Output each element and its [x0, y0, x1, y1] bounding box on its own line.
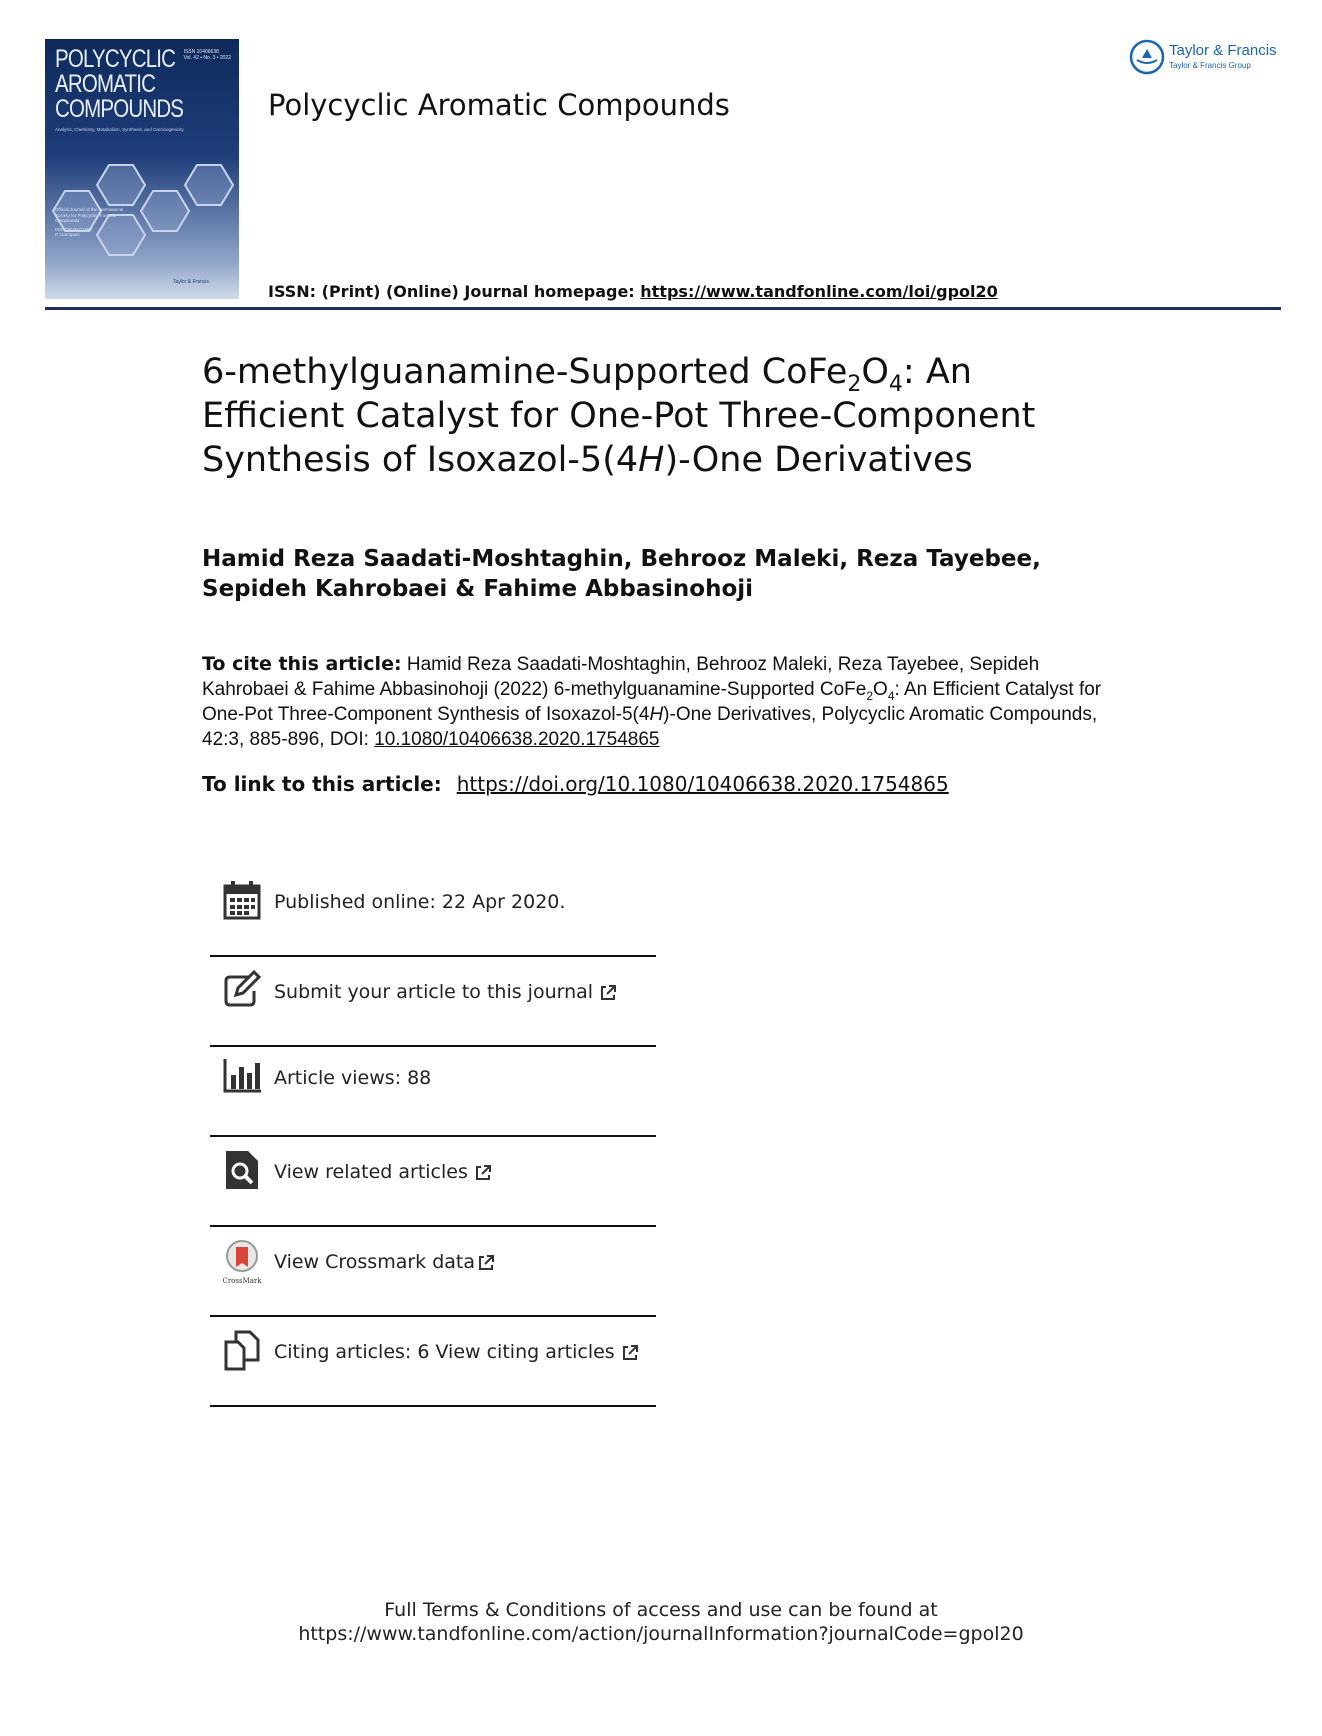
- title-subscript: 4: [888, 372, 903, 397]
- cover-info-line: Compounds: [55, 218, 80, 223]
- cite-text: : An Efficient Catalyst for One-Pot Three-Component Synthesis of Isoxazol-5(4: [202, 679, 1102, 725]
- citing-articles-item[interactable]: [210, 1329, 656, 1417]
- taylor-francis-logo-icon: [1128, 38, 1166, 76]
- edit-icon: [222, 969, 262, 1011]
- divider: [210, 1225, 656, 1227]
- published-online-item: [210, 879, 656, 967]
- link-label: To link to this article:: [202, 772, 449, 796]
- title-line-3: [202, 438, 1102, 482]
- issn-homepage-line: [268, 282, 998, 301]
- cover-title-line: AROMATIC: [55, 70, 156, 98]
- cover-title: [55, 45, 184, 123]
- divider: [210, 1135, 656, 1137]
- cover-publisher: Taylor & Francis: [173, 279, 209, 285]
- related-articles-link[interactable]: [274, 1161, 492, 1183]
- cover-volume-text: Vol. 42 • No. 3 • 2022: [183, 55, 231, 61]
- submit-article-item[interactable]: [210, 969, 656, 1057]
- crossmark-item[interactable]: [210, 1239, 656, 1327]
- calendar-icon: [222, 879, 262, 921]
- citing-articles-label: Citing articles: 6 View citing articles: [274, 1341, 615, 1363]
- related-articles-label: View related articles: [274, 1161, 468, 1183]
- footer-terms-url[interactable]: https://www.tandfonline.com/action/journalInformation?journalCode=gpol20: [298, 1623, 1024, 1645]
- cite-subscript: 4: [887, 688, 895, 703]
- article-views-text: Article views: 88: [274, 1067, 432, 1089]
- cover-issn: [184, 49, 231, 61]
- cite-text: Hamid Reza Saadati-Moshtaghin, Behrooz Maleki, Reza Tayebee, Sepideh Kahrobaei & Fahime Abbasinohoji (2022) 6-methylguanamine-Supported CoFe: [202, 654, 1040, 700]
- cite-text: )-One Derivatives, Polycyclic Aromatic Compounds, 42:3, 885-896, DOI:: [202, 704, 1098, 750]
- divider: [210, 1315, 656, 1317]
- publisher-logo[interactable]: [1128, 38, 1277, 80]
- title-text: O: [861, 352, 889, 392]
- divider: [210, 1045, 656, 1047]
- citing-articles-link[interactable]: [274, 1341, 639, 1363]
- cover-info-line: EDITOR-IN-CHIEF: [55, 226, 93, 232]
- cover-info-line: Official Journal of the International: [55, 207, 124, 212]
- divider: [210, 1405, 656, 1407]
- search-document-icon: [222, 1149, 262, 1191]
- title-text: )-One Derivatives: [664, 440, 973, 480]
- cover-title-line: COMPOUNDS: [55, 95, 184, 123]
- title-text: : An: [902, 352, 972, 392]
- citation-block: [202, 652, 1102, 752]
- external-link-icon: [477, 1254, 495, 1272]
- journal-homepage-link[interactable]: https://www.tandfonline.com/loi/gpol20: [640, 282, 998, 301]
- title-subscript: 2: [847, 372, 862, 397]
- doi-link[interactable]: 10.1080/10406638.2020.1754865: [374, 729, 660, 750]
- cover-subtitle: Analysis, Chemistry, Metabolism, Synthesis, and Carcinogenicity: [55, 127, 184, 132]
- submit-article-link[interactable]: [274, 981, 617, 1003]
- crossmark-label: View Crossmark data: [274, 1251, 476, 1273]
- published-online-text: Published online: 22 Apr 2020.: [274, 891, 566, 913]
- article-authors: Hamid Reza Saadati-Moshtaghin, Behrooz Maleki, Reza Tayebee, Sepideh Kahrobaei & Fahime Abbasinohoji: [202, 546, 1041, 602]
- crossmark-link[interactable]: [274, 1251, 495, 1273]
- publisher-group: Taylor & Francis Group: [1169, 61, 1251, 70]
- footer-terms: [0, 1598, 1322, 1646]
- external-link-icon: [474, 1164, 492, 1182]
- divider: [210, 955, 656, 957]
- citing-articles-icon: [222, 1329, 262, 1371]
- cite-text: O: [873, 679, 888, 700]
- cite-subscript: 2: [866, 688, 874, 703]
- related-articles-item[interactable]: [210, 1149, 656, 1237]
- cover-info-line: Society for Polycyclic Aromatic: [55, 212, 117, 218]
- bar-chart-icon: [222, 1055, 262, 1097]
- article-title: [202, 350, 1102, 482]
- issn-label: ISSN: (Print) (Online) Journal homepage:: [268, 282, 641, 301]
- title-italic: H: [638, 440, 665, 480]
- cover-issn-text: ISSN 10406638: [183, 49, 219, 55]
- journal-name: Polycyclic Aromatic Compounds: [268, 88, 730, 122]
- crossmark-icon: [222, 1239, 262, 1285]
- article-views-item: [210, 1055, 656, 1143]
- title-text: 6-methylguanamine-Supported CoFe: [202, 352, 848, 392]
- title-text: Synthesis of Isoxazol-5(4: [202, 440, 639, 480]
- journal-cover: [45, 39, 239, 299]
- submit-article-label: Submit your article to this journal: [274, 981, 594, 1003]
- external-link-icon: [621, 1344, 639, 1362]
- title-line-1: [202, 350, 1102, 397]
- footer-line-1: Full Terms & Conditions of access and use can be found at: [384, 1599, 938, 1621]
- external-link-icon: [599, 984, 617, 1002]
- cover-title-line: POLYCYCLIC: [55, 45, 176, 73]
- cover-info-line: P. Garrigues: [55, 232, 80, 237]
- cite-italic: H: [649, 704, 664, 725]
- cover-info: [55, 207, 145, 238]
- article-doi-url[interactable]: https://doi.org/10.1080/10406638.2020.1754865: [456, 772, 949, 796]
- title-line-2: Efficient Catalyst for One-Pot Three-Component: [202, 396, 1036, 436]
- publisher-name: Taylor & Francis: [1169, 42, 1277, 59]
- crossmark-caption: CrossMark: [222, 1277, 262, 1285]
- cite-label: To cite this article:: [202, 653, 402, 675]
- article-link-line: [202, 772, 949, 796]
- header-rule: [45, 307, 1281, 310]
